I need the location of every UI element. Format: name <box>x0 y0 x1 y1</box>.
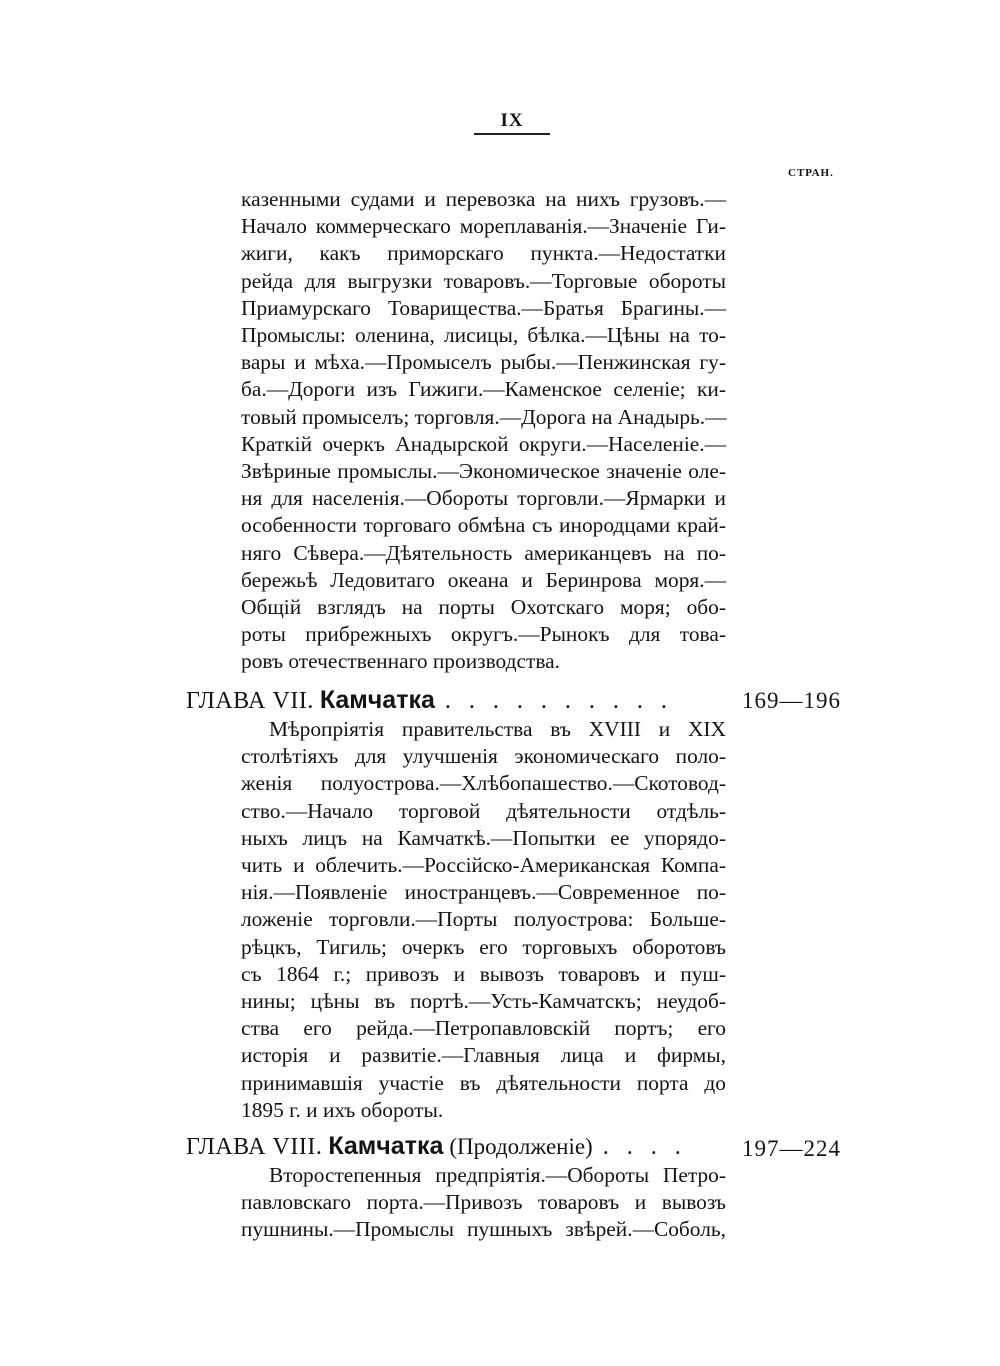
summary-line: павловскаго порта.—Привозъ товаровъ и вывозъ <box>241 1190 726 1215</box>
summary-line: Звѣриные промыслы.—Экономическое значеніе оле- <box>241 459 726 484</box>
summary-line: рейда для выгрузки товаровъ.—Торговые обороты <box>241 268 726 293</box>
summary-line: особенности торговаго обмѣна съ инородцами край- <box>241 513 726 538</box>
summary-line: няго Сѣвера.—Дѣятельность американцевъ на по- <box>241 540 726 565</box>
header-rule <box>474 133 550 135</box>
summary-line: исторія и развитіе.—Главныя лица и фирмы, <box>241 1043 726 1068</box>
summary-line: женія полуострова.—Хлѣбопашество.—Скотовод- <box>241 771 726 796</box>
summary-line: Краткій очеркъ Анадырской округи.—Населеніе.— <box>241 431 726 456</box>
summary-line: нія.—Появленіе иностранцевъ.—Современное по- <box>241 880 726 905</box>
chapter-6-summary-continued <box>241 186 726 676</box>
chapter-7-leader-dots: . . . . . . . . . . <box>444 688 673 714</box>
page-number: IX <box>500 110 524 131</box>
summary-line: Второстепенныя предпріятія.—Обороты Петро- <box>269 1163 726 1187</box>
summary-line: нины; цѣны въ портѣ.—Усть-Камчатскъ; неудоб- <box>241 989 726 1014</box>
summary-line: принимавшія участіе въ дѣятельности порта до <box>241 1070 726 1095</box>
summary-line: Мѣропріятія правительства въ XVIII и XIX <box>269 717 726 741</box>
chapter-8-title: Камчатка <box>328 1132 444 1160</box>
chapter-8-label: ГЛАВА VIII. <box>186 1134 323 1160</box>
summary-line: съ 1864 г.; привозъ и вывозъ товаровъ и пуш- <box>241 961 726 986</box>
chapter-8-pages: 197—224 <box>742 1136 841 1161</box>
summary-line: ба.—Дороги изъ Гижиги.—Каменское селеніе; ки- <box>241 377 726 402</box>
summary-line: 1895 г. и ихъ обороты. <box>241 1097 444 1122</box>
chapter-7-label: ГЛАВА VII. <box>186 688 314 714</box>
summary-line: пушнины.—Промыслы пушныхъ звѣрей.—Соболь, <box>241 1217 726 1242</box>
chapter-7-pages: 169—196 <box>742 688 841 713</box>
chapter-7-summary <box>241 716 726 1124</box>
chapter-8-subtitle: (Продолженіе) <box>449 1134 593 1159</box>
summary-line: Приамурскаго Товарищества.—Братья Брагины.— <box>241 295 726 320</box>
pages-column-header: СТРАН. <box>788 167 834 179</box>
summary-line: Общій взглядъ на порты Охотскаго моря; обо- <box>241 595 726 620</box>
chapter-8-leader-dots: . . . . <box>602 1134 687 1160</box>
chapter-8-summary <box>241 1162 726 1244</box>
summary-line: Промыслы: оленина, лисицы, бѣлка.—Цѣны на то- <box>241 323 726 348</box>
summary-line: ня для населенія.—Обороты торговли.—Ярмарки и <box>241 486 726 511</box>
summary-line: рѣцкъ, Тигиль; очеркъ его торговыхъ оборотовъ <box>241 934 726 959</box>
summary-line: ство.—Начало торговой дѣятельности отдѣль- <box>241 798 726 823</box>
summary-line: столѣтіяхъ для улучшенія экономическаго поло- <box>241 744 726 769</box>
summary-line: роты прибрежныхъ округъ.—Рынокъ для това- <box>241 622 726 647</box>
summary-line: вары и мѣха.—Промыселъ рыбы.—Пенжинская гу- <box>241 350 726 375</box>
summary-line: ложеніе торговли.—Порты полуострова: Больше- <box>241 907 726 932</box>
summary-line: бережьѣ Ледовитаго океана и Беринрова моря.— <box>241 567 726 592</box>
summary-line: ныхъ лицъ на Камчаткѣ.—Попытки ее упорядо- <box>241 825 726 850</box>
summary-line: товый промыселъ; торговля.—Дорога на Анадырь.— <box>241 404 727 429</box>
summary-line: казенными судами и перевозка на нихъ грузовъ.— <box>241 187 726 211</box>
chapter-8-heading <box>186 1131 726 1161</box>
summary-line: жиги, какъ приморскаго пункта.—Недостатки <box>241 241 726 266</box>
summary-line: Начало коммерческаго мореплаванія.—Значеніе Ги- <box>241 214 726 239</box>
summary-line: ровъ отечественнаго производства. <box>241 649 561 674</box>
chapter-7-title: Камчатка <box>319 686 435 714</box>
summary-line: ства его рейда.—Петропавловскій портъ; его <box>241 1016 726 1041</box>
chapter-7-heading <box>186 685 726 715</box>
summary-line: чить и облечить.—Россійско-Американская Компа- <box>241 853 726 878</box>
